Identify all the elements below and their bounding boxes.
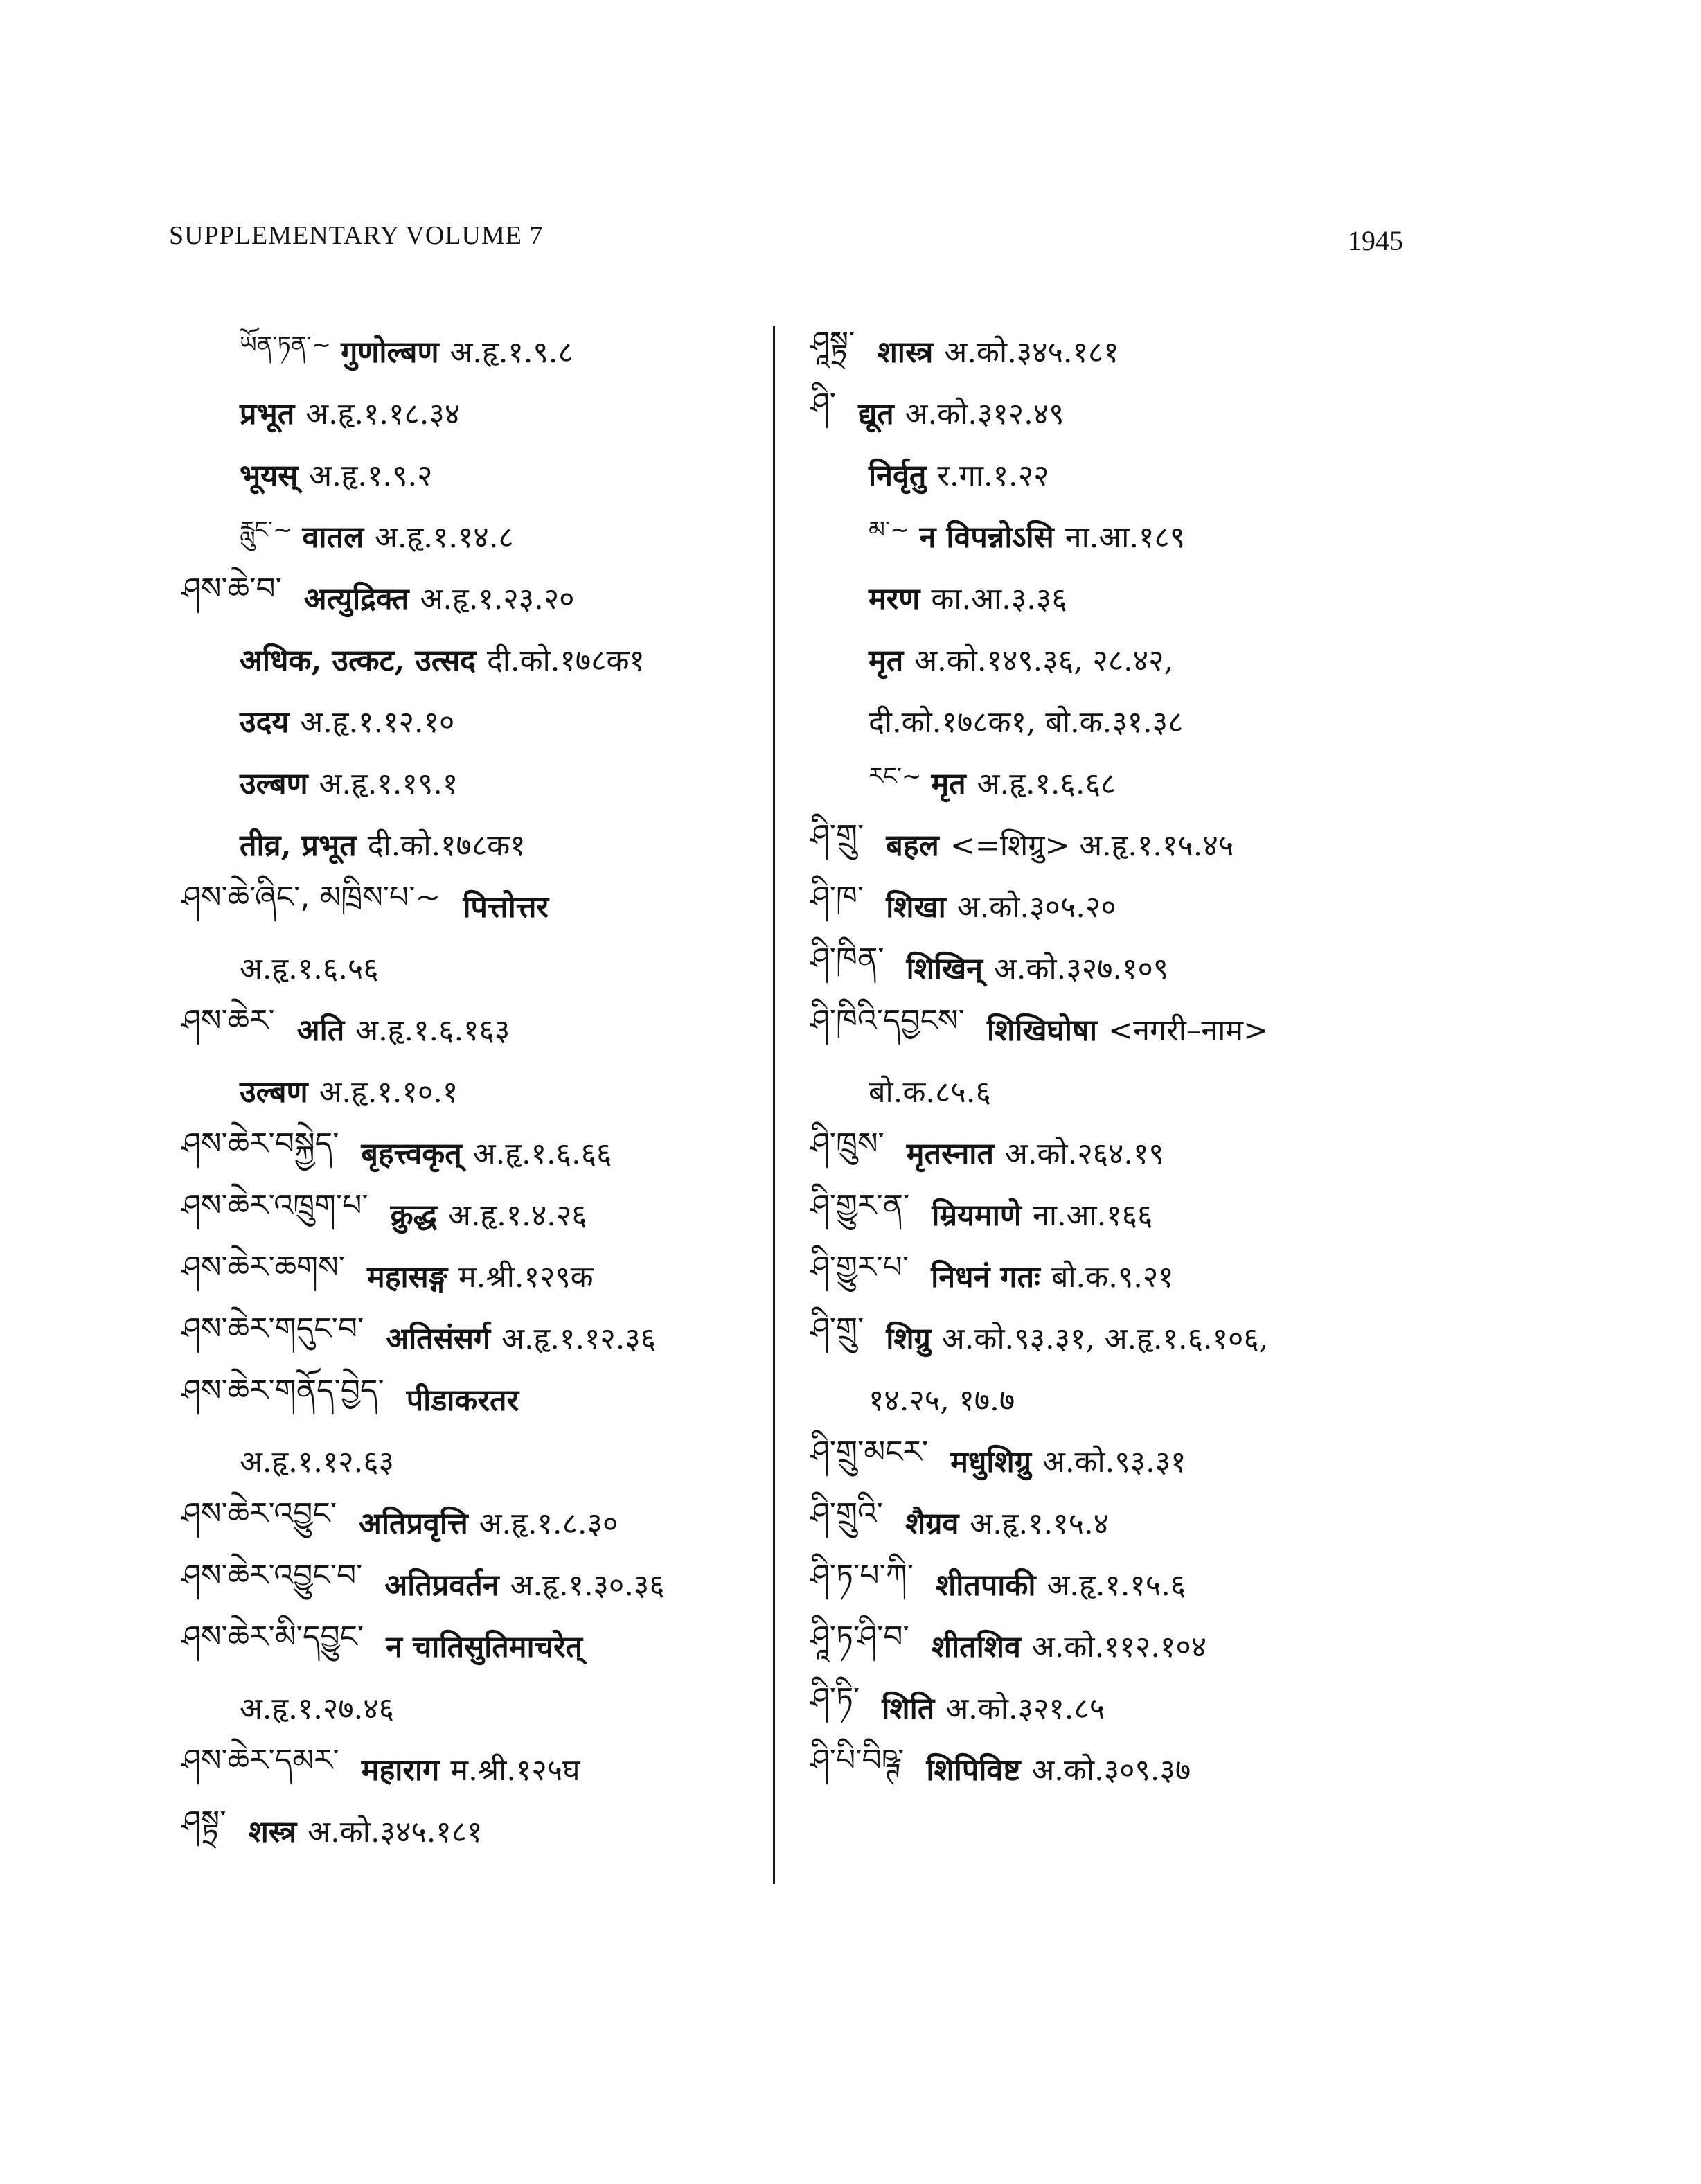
tibetan-headword: ཤི་གྲུ་མངར་ bbox=[810, 1434, 929, 1470]
dictionary-entry bbox=[181, 320, 756, 382]
source-reference: अ.को.३४५.१८१ bbox=[308, 1815, 483, 1849]
source-reference: म.श्री.१२९क bbox=[458, 1260, 594, 1295]
left-column bbox=[181, 320, 756, 1861]
page-number: 1945 bbox=[1348, 225, 1403, 256]
dictionary-entry bbox=[181, 1615, 756, 1676]
source-reference: <नगरी–नाम> bbox=[1108, 1013, 1269, 1048]
sanskrit-equivalent: अतिसंसर्ग bbox=[386, 1322, 491, 1356]
source-reference: अ.हृ.१.१२.६३ bbox=[240, 1445, 394, 1480]
sanskrit-equivalent: शीतपाकी bbox=[935, 1568, 1036, 1603]
sanskrit-equivalent: निर्वृतु bbox=[869, 459, 927, 493]
tibetan-headword: ཤས་ཆེར་གདུང་བ་ bbox=[181, 1311, 364, 1347]
sanskrit-equivalent: पित्तोत्तर bbox=[463, 890, 549, 925]
page-header bbox=[0, 220, 1701, 262]
source-reference: अ.हृ.१.२३.२० bbox=[420, 582, 575, 616]
dictionary-entry bbox=[810, 443, 1392, 505]
source-reference: बो.क.८५.६ bbox=[869, 1075, 991, 1110]
sanskrit-equivalent: उदय bbox=[240, 705, 290, 740]
sanskrit-equivalent: निधनं गतः bbox=[931, 1260, 1040, 1295]
source-reference: अ.हृ.१.१०.१ bbox=[319, 1075, 458, 1110]
tibetan-headword: ཤས་ཆེར་ bbox=[181, 1002, 275, 1038]
dictionary-entry bbox=[181, 690, 756, 752]
sanskrit-equivalent: अति bbox=[296, 1013, 345, 1048]
sanskrit-equivalent: तीव्र, प्रभूत bbox=[240, 828, 357, 863]
tibetan-headword: ཤཱི་ཏ་ཤི་བ་ bbox=[810, 1619, 909, 1655]
sanskrit-equivalent: शैग्रव bbox=[905, 1507, 959, 1541]
sanskrit-equivalent: बृहत्त्वकृत् bbox=[361, 1137, 462, 1171]
sanskrit-equivalent: शिति bbox=[882, 1692, 935, 1726]
source-reference: अ.को.११२.१०४ bbox=[1031, 1630, 1207, 1664]
source-reference: अ.को.३४५.१८१ bbox=[944, 335, 1119, 370]
tibetan-headword: ཡོན་ཏན་~ bbox=[240, 330, 332, 359]
dictionary-entry bbox=[810, 382, 1392, 443]
sanskrit-equivalent: न विपन्नोऽसि bbox=[919, 520, 1054, 555]
source-reference: अ.को.३२१.८५ bbox=[945, 1692, 1105, 1726]
tibetan-headword: ཤས་ཆེར་བསྐྱེད་ bbox=[181, 1126, 339, 1162]
sanskrit-equivalent: अत्युद्रिक्त bbox=[303, 582, 409, 616]
sanskrit-equivalent: द्यूत bbox=[858, 397, 894, 432]
source-reference: अ.हृ.१.१५.४ bbox=[970, 1507, 1110, 1541]
source-reference: अ.को.३२७.१०९ bbox=[994, 952, 1169, 986]
dictionary-entry bbox=[810, 505, 1392, 567]
source-reference: अ.हृ.१.२७.४६ bbox=[240, 1692, 394, 1726]
dictionary-entry bbox=[181, 443, 756, 505]
sanskrit-equivalent: पीडाकरतर bbox=[406, 1383, 519, 1418]
source-reference: <=शिग्रु> अ.हृ.१.१५.४५ bbox=[950, 828, 1234, 863]
source-reference: अ.हृ.१.१२.३६ bbox=[501, 1322, 657, 1356]
dictionary-entry bbox=[810, 998, 1392, 1060]
tibetan-headword: ཤས་ཆེ་ཞིང་, མཁྲིས་པ་~ bbox=[181, 879, 441, 915]
sanskrit-equivalent: उल्बण bbox=[240, 767, 308, 801]
dictionary-entry bbox=[810, 1738, 1392, 1800]
column-divider bbox=[773, 326, 775, 1884]
tibetan-headword: ཤས་ཆེར་དམར་ bbox=[181, 1742, 339, 1778]
tibetan-headword: ཤས་ཆེར་འཁྲུག་པ་ bbox=[181, 1187, 368, 1223]
sanskrit-equivalent: उल्बण bbox=[240, 1075, 308, 1110]
dictionary-entry bbox=[810, 813, 1392, 875]
sanskrit-equivalent: क्रुद्ध bbox=[390, 1198, 437, 1233]
tibetan-headword: ཤི་ཏ་པ་ཀི་ bbox=[810, 1557, 914, 1593]
dictionary-entry bbox=[181, 875, 756, 936]
sanskrit-equivalent: शिखिन् bbox=[906, 952, 983, 986]
sanskrit-equivalent: अधिक, उत्कट, उत्सद bbox=[240, 643, 476, 678]
source-reference: अ.हृ.१.६.५६ bbox=[240, 952, 379, 986]
source-reference: अ.हृ.१.६.१६३ bbox=[355, 1013, 510, 1048]
tibetan-headword: ཤི་ཁ་ bbox=[810, 879, 864, 915]
source-reference: दी.को.१७८क१, बो.क.३१.३८ bbox=[869, 705, 1184, 740]
source-reference: अ.को.१४९.३६, २८.४२, bbox=[914, 643, 1174, 678]
dictionary-entry bbox=[810, 752, 1392, 813]
sanskrit-equivalent: न चातिसुतिमाचरेत् bbox=[386, 1630, 583, 1664]
source-reference: दी.को.१७८क१ bbox=[367, 828, 526, 863]
source-reference: अ.को.९३.३१, अ.हृ.१.६.१०६, bbox=[941, 1322, 1269, 1356]
tibetan-headword: ཤི་ཁྲུས་ bbox=[810, 1126, 884, 1162]
source-reference: अ.को.३०५.२० bbox=[956, 890, 1116, 925]
source-reference: अ.हृ.१.१२.१० bbox=[300, 705, 455, 740]
source-reference: अ.को.३०९.३७ bbox=[1031, 1753, 1191, 1788]
source-reference: अ.हृ.१.८.३० bbox=[479, 1507, 618, 1541]
tibetan-headword: ཤི་གྱུར་ན་ bbox=[810, 1187, 910, 1223]
tibetan-headword: རླུང་~ bbox=[240, 515, 293, 544]
sanskrit-equivalent: शिपिविष्ट bbox=[926, 1753, 1021, 1788]
source-reference: अ.हृ.१.६.६६ bbox=[472, 1137, 612, 1171]
tibetan-headword: ཤས་ཆེ་བ་ bbox=[181, 571, 282, 607]
sanskrit-equivalent: मधुशिग्रु bbox=[950, 1445, 1031, 1480]
source-reference: ना.आ.१६६ bbox=[1033, 1198, 1153, 1233]
sanskrit-equivalent: वातल bbox=[302, 520, 364, 555]
tibetan-headword: ཤས་ཆེར་གནོད་བྱེད་ bbox=[181, 1372, 384, 1408]
tibetan-headword: མ་~ bbox=[869, 515, 910, 544]
sanskrit-equivalent: अतिप्रवर्तन bbox=[384, 1568, 499, 1603]
sanskrit-equivalent: शस्त्र bbox=[248, 1815, 297, 1849]
sanskrit-equivalent: मृतस्नात bbox=[906, 1137, 994, 1171]
source-reference: अ.हृ.१.१८.३४ bbox=[305, 397, 461, 432]
source-reference: का.आ.३.३६ bbox=[931, 582, 1067, 616]
source-reference: अ.हृ.१.९.८ bbox=[449, 335, 573, 370]
tibetan-headword: ཤསྟྲ་ bbox=[181, 1804, 226, 1840]
source-reference: बो.क.९.२१ bbox=[1051, 1260, 1174, 1295]
dictionary-entry bbox=[810, 567, 1392, 628]
source-reference: अ.हृ.१.१५.६ bbox=[1047, 1568, 1186, 1603]
right-column bbox=[810, 320, 1392, 1800]
tibetan-headword: ཤཱསྟྲ་ bbox=[810, 324, 855, 360]
sanskrit-equivalent: अतिप्रवृत्ति bbox=[358, 1507, 468, 1541]
dictionary-entry bbox=[810, 628, 1392, 690]
tibetan-headword: ཤས་ཆེར་མི་དབྱུང་ bbox=[181, 1619, 364, 1655]
tibetan-headword: ཤི་ཁིའི་དབྱངས་ bbox=[810, 1002, 965, 1038]
source-reference: अ.हृ.१.३०.३६ bbox=[510, 1568, 665, 1603]
dictionary-entry bbox=[810, 875, 1392, 936]
source-reference: अ.को.९३.३१ bbox=[1042, 1445, 1186, 1480]
dictionary-entry bbox=[181, 567, 756, 628]
dictionary-entry bbox=[810, 690, 1392, 752]
tibetan-headword: ཤི་གྲུ་ bbox=[810, 1311, 864, 1347]
sanskrit-equivalent: म्रियमाणे bbox=[932, 1198, 1022, 1233]
tibetan-headword: ཤི་པི་བིཥྚ་ bbox=[810, 1742, 905, 1778]
sanskrit-equivalent: शिखा bbox=[886, 890, 946, 925]
source-reference: अ.को.२६४.१९ bbox=[1004, 1137, 1164, 1171]
source-reference: १४.२५, १७.७ bbox=[869, 1383, 1015, 1418]
sanskrit-equivalent: प्रभूत bbox=[240, 397, 295, 432]
tibetan-headword: ཤི་ཁིན་ bbox=[810, 941, 884, 977]
source-reference: अ.हृ.१.६.६८ bbox=[977, 767, 1116, 801]
dictionary-entry bbox=[181, 998, 756, 1060]
source-reference: अ.को.३१२.४९ bbox=[905, 397, 1065, 432]
tibetan-headword: ཤས་ཆེར་འབྱུང་བ་ bbox=[181, 1557, 363, 1593]
sanskrit-equivalent: शीतशिव bbox=[931, 1630, 1021, 1664]
sanskrit-equivalent: महाराग bbox=[361, 1753, 440, 1788]
tibetan-headword: ཤི་གྱུར་པ་ bbox=[810, 1249, 909, 1285]
dictionary-entry bbox=[810, 1615, 1392, 1676]
tibetan-headword: ཤི་གྲུ་ bbox=[810, 817, 864, 853]
dictionary-entry bbox=[181, 382, 756, 443]
sanskrit-equivalent: गुणोल्बण bbox=[341, 335, 439, 370]
tibetan-headword: རང་~ bbox=[869, 762, 922, 790]
tibetan-headword: ཤས་ཆེར་ཆགས་ bbox=[181, 1249, 345, 1285]
dictionary-entry bbox=[810, 1245, 1392, 1306]
sanskrit-equivalent: शिखिघोषा bbox=[986, 1013, 1098, 1048]
source-reference: म.श्री.१२५घ bbox=[450, 1753, 580, 1788]
sanskrit-equivalent: भूयस् bbox=[240, 459, 299, 493]
dictionary-entry bbox=[810, 1430, 1392, 1491]
source-reference: दी.को.१७८क१ bbox=[486, 643, 645, 678]
source-reference: अ.हृ.१.४.२६ bbox=[447, 1198, 587, 1233]
source-reference: अ.हृ.१.१९.१ bbox=[319, 767, 458, 801]
dictionary-entry bbox=[810, 320, 1392, 382]
source-reference: र.गा.१.२२ bbox=[937, 459, 1049, 493]
sanskrit-equivalent: मृत bbox=[869, 643, 904, 678]
sanskrit-equivalent: मृत bbox=[931, 767, 966, 801]
sanskrit-equivalent: शास्त्र bbox=[877, 335, 934, 370]
sanskrit-equivalent: महासङ्ग bbox=[366, 1260, 447, 1295]
source-reference: ना.आ.१८९ bbox=[1065, 520, 1186, 555]
sanskrit-equivalent: शिग्रु bbox=[886, 1322, 931, 1356]
dictionary-entry bbox=[181, 1738, 756, 1800]
tibetan-headword: ཤི་གྲུའི་ bbox=[810, 1495, 883, 1532]
tibetan-headword: ཤི་ bbox=[810, 386, 837, 422]
sanskrit-equivalent: मरण bbox=[869, 582, 920, 616]
dictionary-entry bbox=[181, 1368, 756, 1430]
tibetan-headword: ཤི་ཏི་ bbox=[810, 1680, 860, 1716]
tibetan-headword: ཤས་ཆེར་འབྱུང་ bbox=[181, 1495, 337, 1532]
source-reference: अ.हृ.१.९.२ bbox=[309, 459, 433, 493]
dictionary-entry bbox=[181, 752, 756, 813]
running-head: SUPPLEMENTARY VOLUME 7 bbox=[169, 221, 544, 250]
source-reference: अ.हृ.१.१४.८ bbox=[375, 520, 514, 555]
sanskrit-equivalent: बहल bbox=[886, 828, 939, 863]
